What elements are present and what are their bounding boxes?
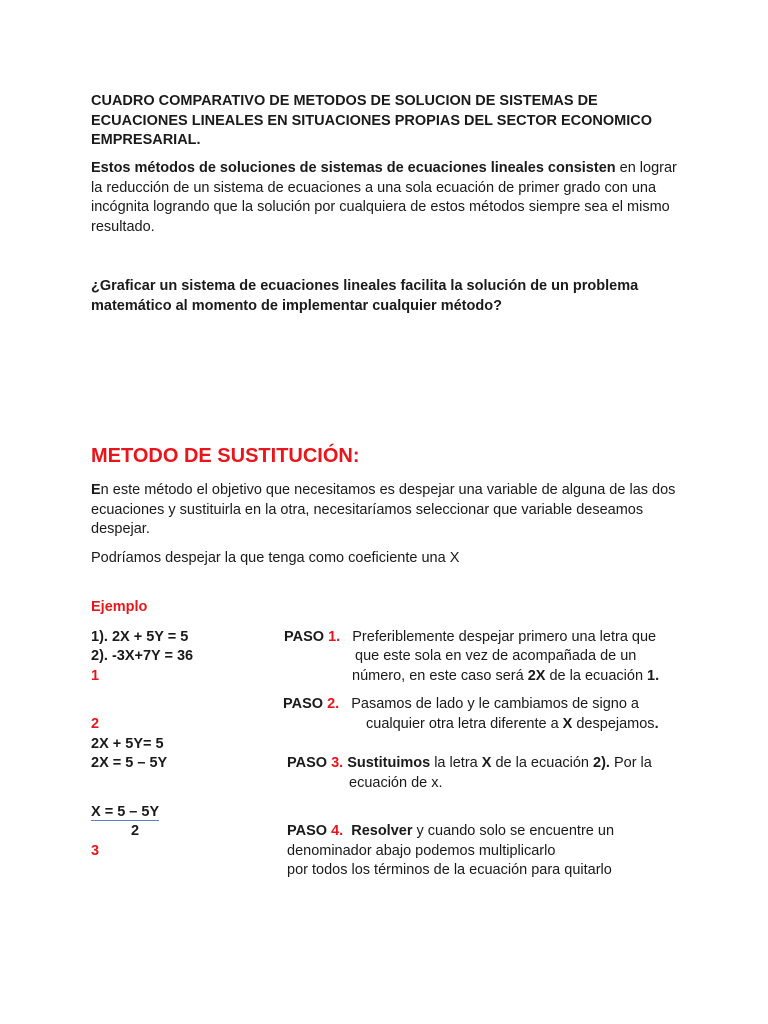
step-4-line-1 bbox=[287, 822, 614, 842]
document-title: CUADRO COMPARATIVO DE METODOS DE SOLUCION DE SISTEMAS DE ECUACIONES LINEALES EN SITUACIONES PROPIAS DEL SECTOR ECONOMICO EMPRESARIAL. bbox=[91, 93, 653, 148]
marker-3: 3 bbox=[91, 843, 100, 859]
denominator: 2 bbox=[131, 823, 140, 839]
question-paragraph: ¿Graficar un sistema de ecuaciones lineales facilita la solución de un problema matemático al momento de implementar cualquier método? bbox=[91, 278, 639, 314]
step-3-text-1c: X bbox=[481, 755, 492, 771]
equation-3: 2X + 5Y= 5 bbox=[91, 736, 164, 752]
step-1-text-3b: 2X bbox=[527, 668, 546, 684]
step-1-text-3d: 1. bbox=[647, 668, 660, 684]
step-2-text-1: Pasamos de lado y le cambiamos de signo a bbox=[351, 696, 639, 712]
equation-5 bbox=[91, 803, 159, 823]
step-1-line-3 bbox=[352, 667, 659, 687]
method-description bbox=[91, 481, 691, 540]
step-2-line-2 bbox=[366, 715, 659, 735]
intro-paragraph bbox=[91, 159, 691, 237]
method-description-text: n este método el objetivo que necesitamos es despejar una variable de alguna de las dos ecuaciones y sustituirla en la otra, necesitaríamos seleccionar que variable deseamos despejar. bbox=[91, 482, 676, 537]
equation-4: 2X = 5 – 5Y bbox=[91, 755, 168, 771]
coefficient-note: Podríamos despejar la que tenga como coeficiente una X bbox=[91, 550, 460, 566]
marker-2: 2 bbox=[91, 716, 100, 732]
step-4-number: 4. bbox=[331, 823, 344, 839]
equation-1: 1). 2X + 5Y = 5 bbox=[91, 629, 189, 645]
intro-rest: en lograr la reducción de un sistema de ecuaciones a una sola ecuación de primer grado con una incógnita logrando que la solución por cualquiera de estos métodos siempre sea el mismo resultado. bbox=[91, 160, 677, 235]
intro-bold: Estos métodos de soluciones de sistemas de ecuaciones lineales consisten bbox=[91, 160, 616, 176]
step-2-number: 2. bbox=[327, 696, 340, 712]
step-4-text-1b: y cuando solo se encuentre un bbox=[412, 823, 615, 839]
step-2-text-2b: X bbox=[562, 716, 573, 732]
step-3-text-1b: la letra bbox=[430, 755, 482, 771]
step-4-line-3: por todos los términos de la ecuación para quitarlo bbox=[287, 862, 612, 878]
step-1-label: PASO bbox=[284, 629, 325, 645]
section-title: METODO DE SUSTITUCIÓN: bbox=[91, 445, 360, 467]
step-3-number: 3. bbox=[331, 755, 344, 771]
step-3-label: PASO bbox=[287, 755, 328, 771]
step-4-text-1a: Resolver bbox=[351, 823, 413, 839]
example-heading: Ejemplo bbox=[91, 599, 148, 615]
step-1-text-3c: de la ecuación bbox=[545, 668, 648, 684]
step-2-text-2a: cualquier otra letra diferente a bbox=[366, 716, 563, 732]
step-3-text-1d: de la ecuación bbox=[491, 755, 594, 771]
step-1-text-3a: número, en este caso será bbox=[352, 668, 528, 684]
equation-5-text: X = 5 – 5Y bbox=[91, 804, 160, 820]
step-2-text-2c: despejamos bbox=[572, 716, 655, 732]
equation-2: 2). -3X+7Y = 36 bbox=[91, 648, 194, 664]
step-1-line-2: que este sola en vez de acompañada de un bbox=[355, 648, 637, 664]
step-3-line-2: ecuación de x. bbox=[349, 775, 443, 791]
drop-letter: E bbox=[91, 482, 101, 498]
step-1-number: 1. bbox=[328, 629, 341, 645]
step-2-text-2d: . bbox=[654, 716, 659, 732]
step-1-line-1 bbox=[284, 628, 656, 648]
step-3-text-1a: Sustituimos bbox=[347, 755, 431, 771]
step-3-line-1 bbox=[287, 754, 652, 774]
marker-1: 1 bbox=[91, 668, 100, 684]
step-4-line-2: denominador abajo podemos multiplicarlo bbox=[287, 843, 556, 859]
step-3-text-1f: Por la bbox=[609, 755, 652, 771]
step-1-text-1: Preferiblemente despejar primero una letra que bbox=[352, 629, 657, 645]
step-2-line-1 bbox=[283, 695, 639, 715]
step-4-label: PASO bbox=[287, 823, 328, 839]
step-2-label: PASO bbox=[283, 696, 324, 712]
step-3-text-1e: 2). bbox=[593, 755, 610, 771]
